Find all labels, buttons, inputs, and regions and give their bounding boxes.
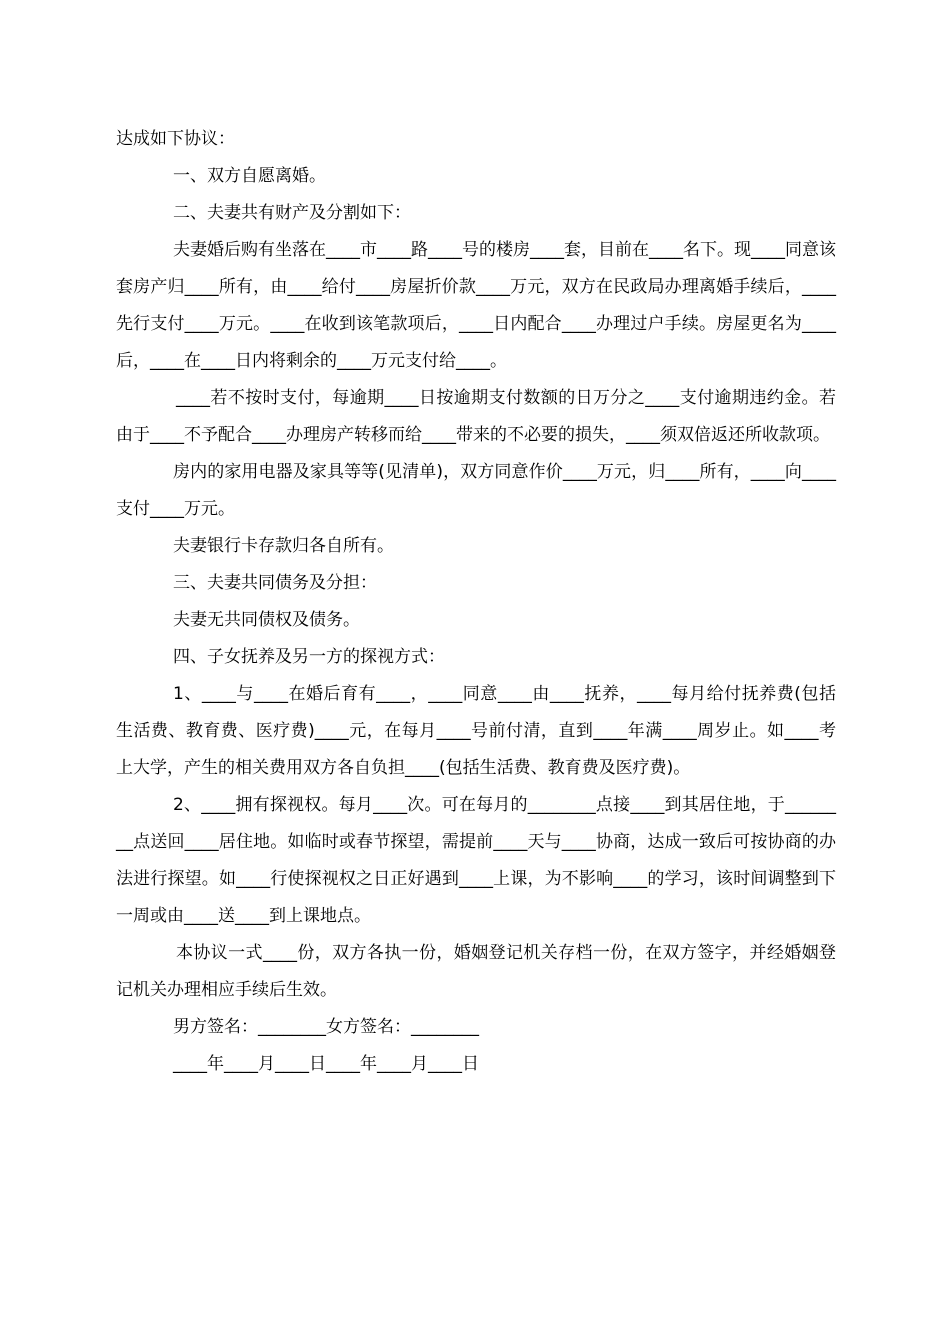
debt-paragraph: 夫妻无共同债权及债务。 [173,610,360,630]
section-1-heading: 一、双方自愿离婚。 [173,166,326,186]
bank-deposit-paragraph: 夫妻银行卡存款归各自所有。 [173,536,394,556]
section-2-heading: 二、夫妻共有财产及分割如下： [173,203,411,223]
penalty-paragraph: ____若不按时支付，每逾期____日按逾期支付数额的日万分之____支付逾期违约金。若由于____不予配合____办理房产转移而给____带来的不必要的损失，____须双倍返还所收款项。 [116,388,836,445]
effective-clause-paragraph: 本协议一式____份，双方各执一份，婚姻登记机关存档一份，在双方签字，并经婚姻登记机关办理相应手续后生效。 [116,943,836,1000]
date-line: ____年____月____日____年____月____日 [173,1054,479,1074]
furniture-paragraph: 房内的家用电器及家具等等(见清单)，双方同意作价____万元，归____所有，____向____支付____万元。 [116,462,836,519]
property-paragraph: 夫妻婚后购有坐落在____市____路____号的楼房____套，目前在____名下。现____同意该套房产归____所有，由____给付____房屋折价款____万元，双方在民政局办理离婚手续后，____先行支付____万元。____在收到该笔款项后，____日内配合____办理过户手续。房屋更名为____后，____在____日内将剩余的____万元支付给____。 [116,240,836,371]
custody-paragraph: 1、____与____在婚后育有____，____同意____由____抚养，____每月给付抚养费(包括生活费、教育费、医疗费)____元，在每月____号前付清，直到____年满____周岁止。如____考上大学，产生的相关费用双方各自负担____(包括生活费、教育费及医疗费)。 [116,684,836,778]
visitation-paragraph: 2、____拥有探视权。每月____次。可在每月的________点接____到其居住地，于________点送回____居住地。如临时或春节探望，需提前____天与____协商，达成一致后可按协商的办法进行探望。如____行使探视权之日正好遇到____上课，为不影响____的学习，该时间调整到下一周或由____送____到上课地点。 [116,795,836,926]
intro-line: 达成如下协议： [116,129,235,149]
section-3-heading: 三、夫妻共同债务及分担： [173,573,377,593]
section-4-heading: 四、子女抚养及另一方的探视方式： [173,647,445,667]
signature-line: 男方签名：________女方签名：________ [173,1017,479,1037]
document-body [116,121,836,1083]
